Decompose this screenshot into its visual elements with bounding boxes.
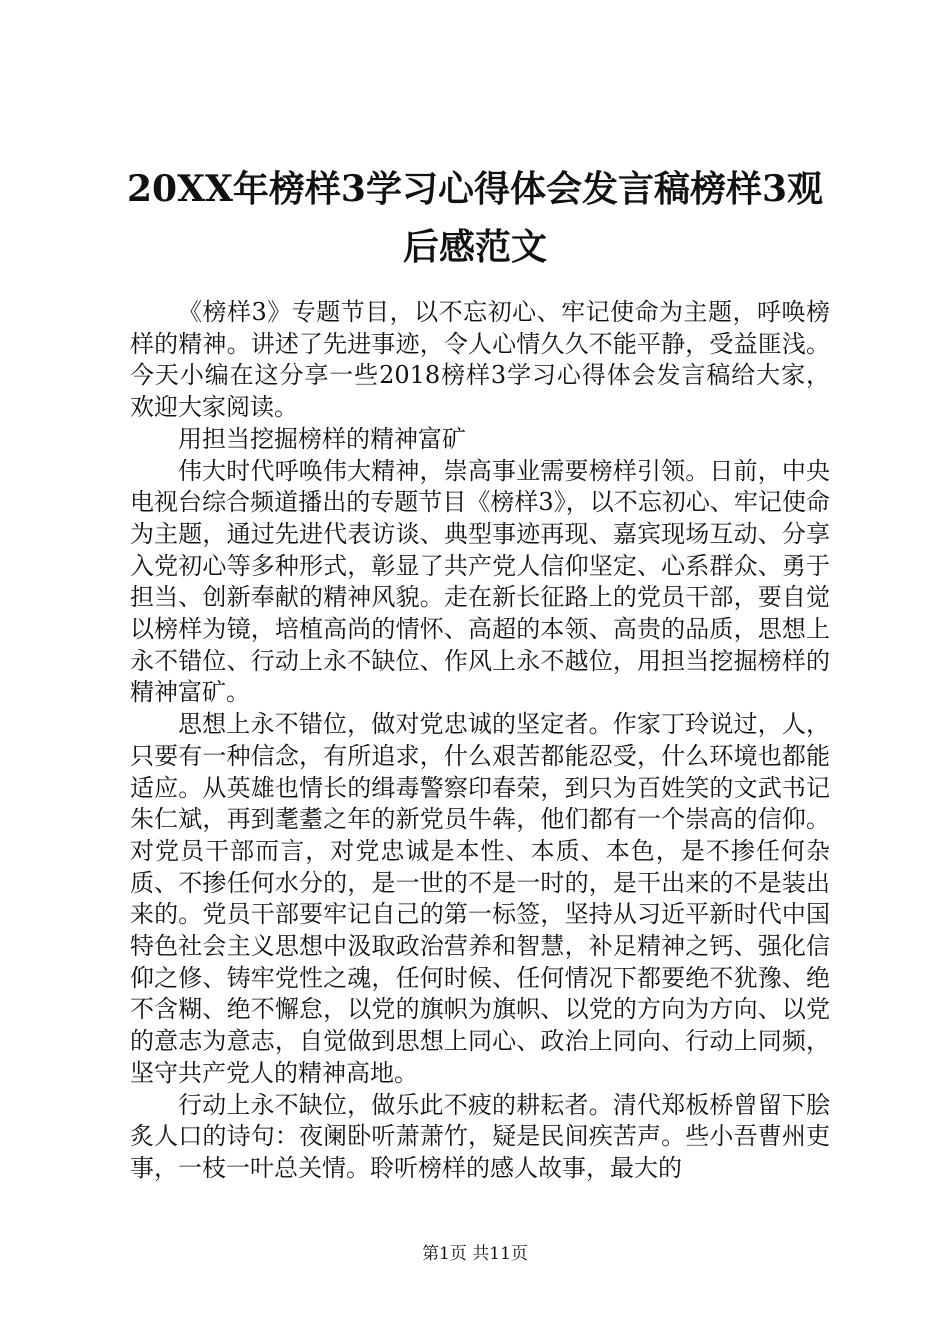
document-body	[130, 297, 830, 1185]
paragraph-subheading: 用担当挖掘榜样的精神富矿	[178, 424, 466, 453]
paragraph-intro: 《榜样3》专题节目，以不忘初心、牢记使命为主题，呼唤榜样的精神。讲述了先进事迹，令人心情久久不能平静，受益匪浅。今天小编在这分享一些2018榜样3学习心得体会发言稿给大家，欢迎大家阅读。	[130, 298, 830, 422]
page-footer: 第1页 共11页	[422, 1244, 528, 1264]
paragraph-main: 伟大时代呼唤伟大精神，崇高事业需要榜样引领。日前，中央电视台综合频道播出的专题节目《榜样3》，以不忘初心、牢记使命为主题，通过先进代表访谈、典型事迹再现、嘉宾现场互动、分享入党初心等多种形式，彰显了共产党人信仰坚定、心系群众、勇于担当、创新奉献的精神风貌。走在新长征路上的党员干部，要自觉以榜样为镜，培植高尚的情怀、高超的本领、高贵的品质，思想上永不错位、行动上永不缺位、作风上永不越位，用担当挖掘榜样的精神富矿。	[130, 456, 830, 707]
document-title: 20XX年榜样3学习心得体会发言稿榜样3观后感范文	[126, 168, 824, 268]
paragraph-thought: 思想上永不错位，做对党忠诚的坚定者。作家丁玲说过，人，只要有一种信念，有所追求，什么艰苦都能忍受，什么环境也都能适应。从英雄也情长的缉毒警察印春荣，到只为百姓笑的文武书记朱仁斌，再到耄耋之年的新党员牛犇，他们都有一个崇高的信仰。对党员干部而言，对党忠诚是本性、本质、本色，是不掺任何杂质、不掺任何水分的，是一世的不是一时的，是干出来的不是装出来的。党员干部要牢记自己的第一标签，坚持从习近平新时代中国特色社会主义思想中汲取政治营养和智慧，补足精神之钙、强化信仰之修、铸牢党性之魂，任何时候、任何情况下都要绝不犹豫、绝不含糊、绝不懈怠，以党的旗帜为旗帜、以党的方向为方向、以党的意志为意志，自觉做到思想上同心、政治上同向、行动上同频，坚守共产党人的精神高地。	[130, 710, 830, 1087]
paragraph-action: 行动上永不缺位，做乐此不疲的耕耘者。清代郑板桥曾留下脍炙人口的诗句：夜阑卧听萧萧竹，疑是民间疾苦声。些小吾曹州吏事，一枝一叶总关情。聆听榜样的感人故事，最大的	[130, 1090, 830, 1182]
